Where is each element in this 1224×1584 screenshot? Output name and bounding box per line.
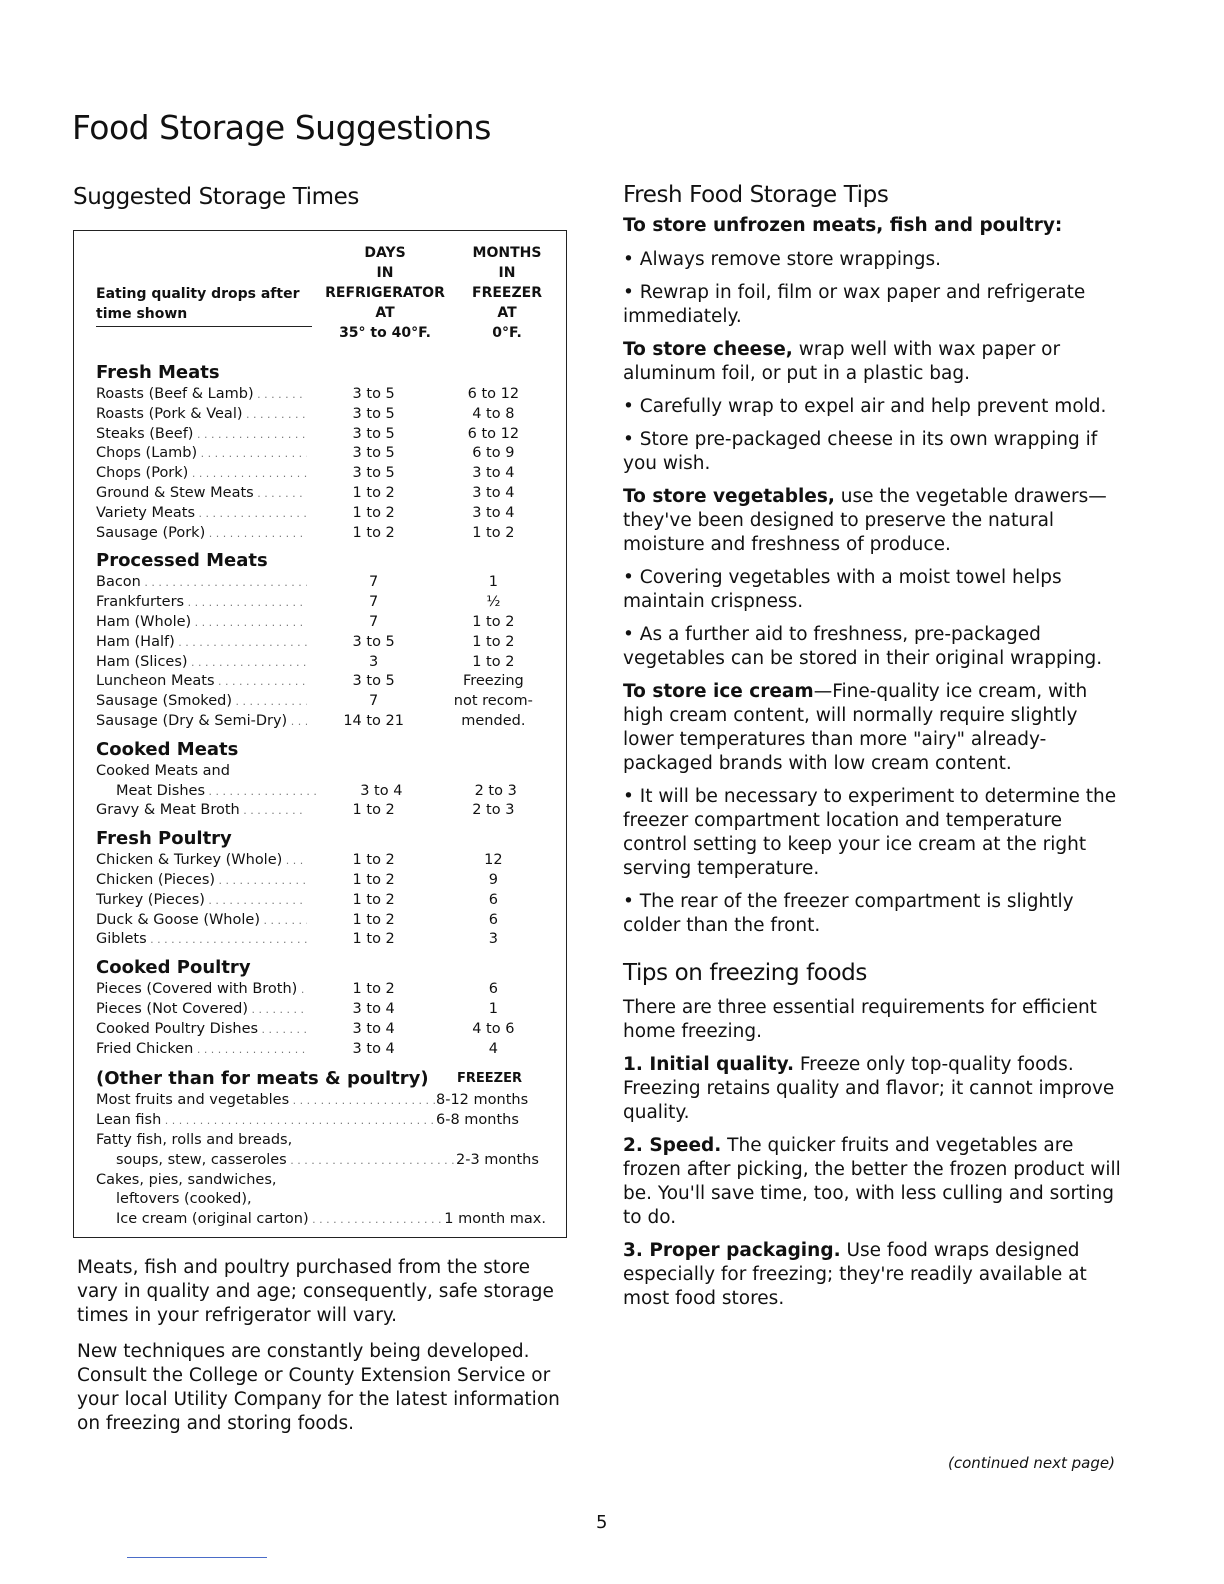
food-name: Sausage (Smoked) . . . (96, 692, 307, 712)
freezer-months: 4 to 8 (472, 405, 515, 422)
refrigerator-days: 3 to 5 (352, 465, 395, 482)
refrigerator-days: 7 (369, 693, 379, 710)
tip-paragraph (623, 1239, 1123, 1311)
refrigerator-days: 3 to 4 (360, 782, 403, 799)
freezer-months: 1 to 2 (472, 633, 515, 650)
tip-paragraph (623, 890, 1123, 938)
table-row (96, 425, 546, 445)
column-header-line: 35° to 40°F. (339, 325, 431, 341)
freezer-months: 9 (488, 871, 498, 888)
refrigerator-days: 1 to 2 (352, 871, 395, 888)
food-name: Variety Meats . . . (96, 504, 307, 524)
table-row (96, 385, 546, 405)
tip-text: • It will be necessary to experiment to determine the freezer compartment location and temperature control setting to keep your ice cream at the right serving temperature. (623, 786, 1117, 879)
page-title: Food Storage Suggestions (72, 108, 491, 147)
table-row (96, 851, 546, 871)
refrigerator-days: 1 to 2 (352, 911, 395, 928)
section-heading: Processed Meats (96, 550, 268, 572)
table-row (96, 1040, 546, 1060)
freezer-months: 6 to 9 (472, 445, 515, 462)
freezer-months: 2 to 3 (472, 802, 515, 819)
food-name: Chicken & Turkey (Whole) . . . (96, 851, 307, 871)
food-name: Gravy & Meat Broth . . . (96, 801, 307, 821)
tip-paragraph (623, 281, 1123, 329)
food-name: Ice cream (original carton) . . . (96, 1210, 444, 1230)
refrigerator-days: 3 to 4 (352, 1000, 395, 1017)
tip-text: • Store pre-packaged cheese in its own wrapping if you wish. (623, 429, 1098, 474)
food-name: Pieces (Not Covered) . . . (96, 1000, 307, 1020)
table-body (96, 355, 546, 1230)
refrigerator-days: 14 to 21 (343, 712, 404, 729)
tip-lead: To store vegetables, (623, 486, 835, 507)
tip-paragraph (623, 566, 1123, 614)
table-header-label: Eating quality drops after time shown (96, 284, 312, 327)
freezer-months: 4 (488, 1040, 498, 1057)
table-row (96, 1171, 546, 1191)
table-row (96, 980, 546, 1000)
section-heading: Cooked Meats (96, 738, 239, 760)
table-row (96, 692, 546, 712)
tip-paragraph (623, 428, 1123, 476)
food-name: Ham (Whole) . . . (96, 613, 307, 633)
tip-lead: To store ice cream (623, 681, 814, 702)
table-row (96, 762, 546, 782)
food-name: Turkey (Pieces) . . . (96, 891, 307, 911)
freezer-months: 1 to 2 (472, 653, 515, 670)
food-name: Cooked Poultry Dishes . . . (96, 1020, 307, 1040)
tip-text: use the vegetable drawers—they've been designed to preserve the natural moisture and freshness of produce. (623, 486, 1107, 555)
refrigerator-days: 3 to 5 (352, 633, 395, 650)
column-header-line: AT (375, 305, 395, 321)
tip-paragraph (623, 680, 1123, 776)
refrigerator-days: 3 to 5 (352, 405, 395, 422)
freezer-time: 6-8 months (436, 1112, 519, 1129)
table-row (96, 1020, 546, 1040)
refrigerator-days: 3 (369, 653, 379, 670)
column-header-line: FREEZER (472, 285, 542, 301)
left-notes (77, 1256, 567, 1448)
meats-subheading: To store unfrozen meats, fish and poultry: (623, 215, 1063, 236)
freezer-months: Freezing (462, 673, 524, 690)
column-header-line: IN (376, 265, 394, 281)
food-name: Ground & Stew Meats . . . (96, 484, 307, 504)
fresh-food-tips-heading: Fresh Food Storage Tips (623, 182, 889, 208)
freezer-months: 1 (488, 574, 498, 591)
freezer-months: 6 to 12 (467, 386, 520, 402)
refrigerator-days: 1 to 2 (352, 504, 395, 521)
food-name: Lean fish . . . (96, 1111, 436, 1131)
tip-paragraph (623, 623, 1123, 671)
table-row (96, 1210, 546, 1230)
column-header-line: MONTHS (472, 245, 542, 261)
refrigerator-days: 1 to 2 (352, 891, 395, 908)
tip-text: • Always remove store wrappings. (623, 249, 942, 270)
column-header-line: AT (497, 305, 517, 321)
freezer-months: ½ (486, 594, 501, 611)
continued-note: (continued next page) (948, 1454, 1115, 1472)
food-name: Roasts (Pork & Veal) . . . (96, 405, 307, 425)
tip-text: The quicker fruits and vegetables are frozen after picking, the better the frozen product will be. You'll save time, too, with less culling and sorting to do. (623, 1135, 1121, 1228)
tip-text: • Covering vegetables with a moist towel helps maintain crispness. (623, 567, 1062, 612)
divider (127, 1557, 267, 1558)
table-row (96, 504, 546, 524)
refrigerator-days: 3 to 4 (352, 1040, 395, 1057)
table-row (96, 524, 546, 544)
food-name: Chops (Pork) . . . (96, 464, 307, 484)
freezer-months: 3 to 4 (472, 465, 515, 482)
freezer-months: 6 (488, 911, 498, 928)
table-row (96, 593, 546, 613)
freezer-time: 2-3 months (456, 1151, 539, 1168)
food-name: Ham (Slices) . . . (96, 653, 307, 673)
table-row (96, 801, 546, 821)
table-row (96, 712, 546, 732)
table-row (96, 672, 546, 692)
freezer-months: 12 (484, 852, 503, 869)
refrigerator-days: 1 to 2 (352, 484, 395, 501)
table-row (96, 1190, 546, 1210)
page-number: 5 (596, 1512, 608, 1533)
section-heading: Fresh Poultry (96, 828, 232, 850)
freezer-months: not recom- (453, 693, 533, 710)
tip-text: wrap well with wax paper or aluminum foil, or put in a plastic bag. (623, 339, 1061, 384)
table-row (96, 405, 546, 425)
tip-paragraph (623, 996, 1123, 1044)
storage-times-table (73, 230, 567, 1238)
freezer-months: 4 to 6 (472, 1020, 515, 1037)
refrigerator-days: 3 to 5 (352, 425, 395, 442)
tip-text: • Carefully wrap to expel air and help prevent mold. (623, 396, 1107, 417)
table-row (96, 1000, 546, 1020)
table-row (96, 911, 546, 931)
freezer-months: 6 (488, 981, 498, 998)
refrigerator-days: 7 (369, 594, 379, 611)
column-header-days (320, 243, 450, 343)
table-row (96, 573, 546, 593)
column-header-months (452, 243, 562, 343)
table-row (96, 653, 546, 673)
storage-times-heading: Suggested Storage Times (73, 184, 359, 210)
freezing-tips-list (623, 996, 1123, 1311)
food-name: leftovers (cooked), (116, 1191, 252, 1208)
table-row (96, 1111, 546, 1131)
tip-text: Use food wraps designed especially for freezing; they're readily available at most food stores. (623, 1240, 1087, 1309)
food-name: Roasts (Beef & Lamb) . . . (96, 385, 307, 405)
column-header-line: DAYS (364, 245, 406, 261)
table-row (96, 871, 546, 891)
tip-text: • As a further aid to freshness, pre-packaged vegetables can be stored in their original wrapping. (623, 624, 1103, 669)
freezer-months: 1 to 2 (472, 524, 515, 541)
tip-paragraph (623, 248, 1123, 272)
tips-column (623, 182, 1123, 1320)
table-row (96, 782, 546, 802)
refrigerator-days: 1 to 2 (352, 802, 395, 819)
tip-paragraph (623, 1053, 1123, 1125)
tip-paragraph (623, 785, 1123, 881)
refrigerator-days: 3 to 4 (352, 1020, 395, 1037)
tip-text: • The rear of the freezer compartment is slightly colder than the front. (623, 891, 1074, 936)
refrigerator-days: 7 (369, 574, 379, 591)
freezer-months: 1 to 2 (472, 613, 515, 630)
freezer-months: 6 to 12 (467, 425, 520, 442)
refrigerator-days: 3 to 5 (352, 445, 395, 462)
tip-text: —Fine-quality ice cream, with high cream content, will normally require slightly lower temperatures than more "airy" already-packaged brands with low cream content. (623, 681, 1088, 774)
refrigerator-days: 1 to 2 (352, 852, 395, 869)
freezer-time: 8-12 months (436, 1092, 529, 1109)
refrigerator-days: 3 to 5 (352, 386, 395, 402)
food-name: Luncheon Meats . . . (96, 672, 307, 692)
food-name: Steaks (Beef) . . . (96, 425, 307, 445)
food-name: Giblets . . . (96, 930, 307, 950)
food-name: Chicken (Pieces) . . . (96, 871, 307, 891)
table-row (96, 1131, 546, 1151)
refrigerator-days: 7 (369, 613, 379, 630)
refrigerator-days (307, 762, 441, 782)
freezer-months: 6 (488, 891, 498, 908)
food-name: Ham (Half) . . . (96, 633, 307, 653)
food-name: soups, stew, casseroles . . . (96, 1151, 456, 1171)
table-row (96, 891, 546, 911)
freezer-months: 3 (488, 931, 498, 948)
column-header-line: REFRIGERATOR (325, 285, 445, 301)
freezer-months: 3 to 4 (472, 504, 515, 521)
table-row (96, 1151, 546, 1171)
food-name: Chops (Lamb) . . . (96, 444, 307, 464)
tip-lead: 3. Proper packaging. (623, 1240, 841, 1261)
food-name: Sausage (Pork) . . . (96, 524, 307, 544)
refrigerator-days: 1 to 2 (352, 981, 395, 998)
note-paragraph: Meats, fish and poultry purchased from the store vary in quality and age; consequently, safe storage times in your refrigerator will vary. (77, 1257, 554, 1326)
food-name: Pieces (Covered with Broth) . . . (96, 980, 307, 1000)
section-heading: Fresh Meats (96, 362, 220, 383)
table-row (96, 444, 546, 464)
other-section-heading (96, 1067, 522, 1091)
food-name: Fried Chicken . . . (96, 1040, 307, 1060)
food-name: Fatty fish, rolls and breads, (96, 1131, 293, 1148)
tip-text: Freeze only top-quality foods. Freezing retains quality and flavor; it cannot improve quality. (623, 1054, 1115, 1123)
freezer-months: mended. (461, 712, 526, 729)
table-row (96, 613, 546, 633)
table-row (96, 633, 546, 653)
table-row (96, 930, 546, 950)
food-name: Most fruits and vegetables . . . (96, 1091, 436, 1111)
tip-lead: To store cheese, (623, 339, 793, 360)
food-name: Cooked Meats and (96, 762, 230, 779)
tip-lead: 1. Initial quality. (623, 1054, 794, 1075)
refrigerator-days: 1 to 2 (352, 524, 395, 541)
food-name: Duck & Goose (Whole) . . . (96, 911, 307, 931)
fresh-tips-list (623, 248, 1123, 938)
food-name: Frankfurters . . . (96, 593, 307, 613)
other-section-name: (Other than for meats & poultry) (96, 1068, 429, 1090)
other-freezer-column: FREEZER (457, 1071, 522, 1087)
food-name: Bacon . . . (96, 573, 307, 593)
freezer-months (441, 762, 546, 782)
tip-paragraph (623, 1134, 1123, 1230)
table-row (96, 484, 546, 504)
column-header-line: 0°F. (492, 325, 522, 341)
freezing-tips-heading: Tips on freezing foods (623, 960, 867, 986)
refrigerator-days: 1 to 2 (352, 931, 395, 948)
tip-text: There are three essential requirements for efficient home freezing. (623, 997, 1097, 1042)
note-paragraph: New techniques are constantly being developed. Consult the College or County Extension Service or your local Utility Company for the latest information on freezing and storing foods. (77, 1341, 560, 1434)
section-heading: Cooked Poultry (96, 957, 251, 979)
freezer-months: 3 to 4 (472, 484, 515, 501)
freezer-months: 2 to 3 (474, 782, 517, 799)
tip-paragraph (623, 395, 1123, 419)
tip-text: • Rewrap in foil, film or wax paper and refrigerate immediately. (623, 282, 1086, 327)
tip-paragraph (623, 485, 1123, 557)
tip-lead: 2. Speed. (623, 1135, 722, 1156)
tip-paragraph (623, 338, 1123, 386)
table-row (96, 1091, 546, 1111)
food-name: Cakes, pies, sandwiches, (96, 1171, 277, 1188)
food-name: Sausage (Dry & Semi-Dry) . . . (96, 712, 307, 732)
refrigerator-days: 3 to 5 (352, 673, 395, 690)
freezer-time: 1 month max. (444, 1211, 546, 1228)
column-header-line: IN (498, 265, 516, 281)
freezer-months: 1 (488, 1000, 498, 1017)
table-row (96, 464, 546, 484)
food-name: Meat Dishes . . . (96, 782, 317, 802)
